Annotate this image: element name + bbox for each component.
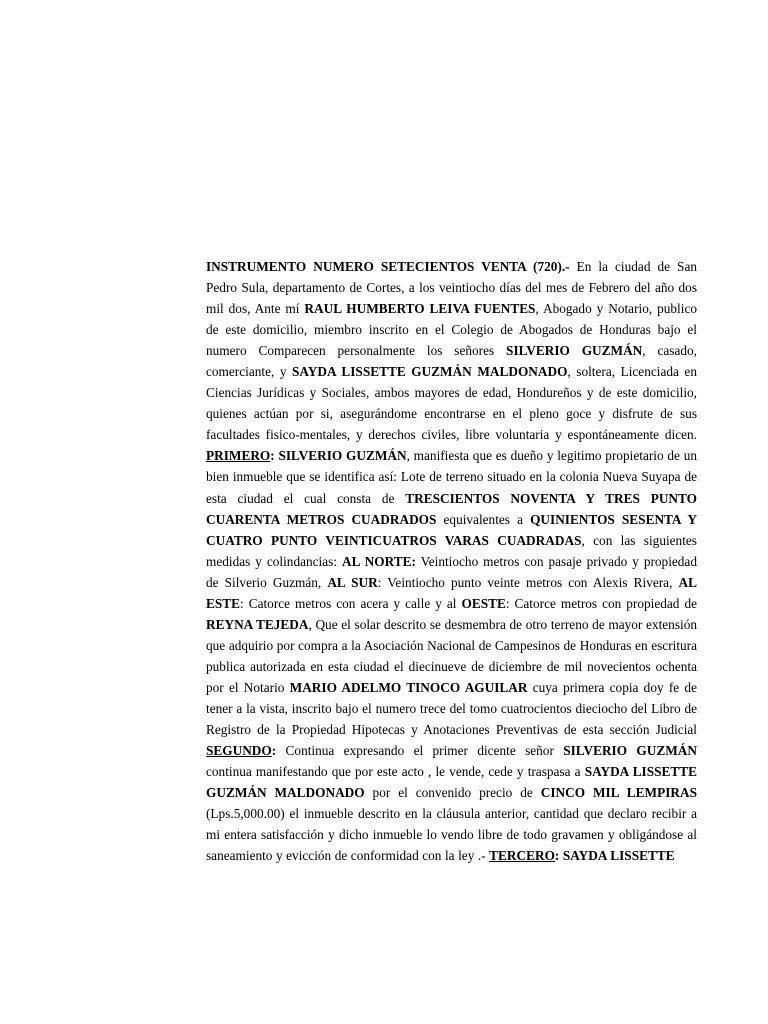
bold-text-segment: SEGUNDO [206, 743, 272, 759]
text-segment: : Veintiocho punto veinte metros con Alexis Rivera, [377, 574, 679, 590]
bold-text-segment: RAUL HUMBERTO LEIVA FUENTES [304, 301, 536, 317]
bold-text-segment: SAYDA LISSETTE [562, 848, 675, 864]
text-segment: , manifiesta que es dueño y legitimo propietario de un bien inmueble que se identifica así: Lote de terreno situado en la colonia Nueva Suyapa de esta ciudad el cual consta de [206, 448, 697, 506]
bold-text-segment: PRIMERO [206, 448, 271, 464]
bold-text-segment: AL ESTE [206, 574, 697, 611]
text-segment: Veintiocho metros con pasaje privado y propiedad de Silverio Guzmán, [206, 553, 697, 590]
text-segment: , Que el solar descrito se desmembra de otro terreno de mayor extensión que adquirio por compra a la Asociación Nacional de Campesinos de Honduras en escritura publica autorizada en esta ciudad el diecinueve de diciembre de mil novecientos ochenta por el Notario [206, 616, 697, 695]
text-segment: Continua expresando el primer dicente señor [276, 743, 564, 759]
text-segment: (Lps.5,000.00) el inmueble descrito en la cláusula anterior, cantidad que declaro recibir a mi entera satisfacción y dicho inmueble lo vendo libre de todo gravamen y obligándose al saneamiento y evicción de conformidad con la ley .- [206, 806, 697, 864]
text-segment: , Abogado y Notario, publico de este domicilio, miembro inscrito en el Colegio de Abogados de Honduras bajo el numero Comparecen personalmente los señores [206, 301, 697, 359]
text-segment: continua manifestando que por este acto , le vende, cede y traspasa a [206, 764, 585, 780]
bold-text-segment: OESTE [461, 595, 506, 611]
document-body-paragraph [206, 256, 697, 866]
bold-text-segment: : [554, 848, 560, 864]
text-segment: , soltera, Licenciada en Ciencias Jurídicas y Sociales, ambos mayores de edad, Hondureños y de este domicilio, quienes actúan por si, asegurándome encontrarse en el pleno goce y disfrute de sus facultades fisico-mentales, y derechos civiles, libre voluntaria y espontáneamente dicen. [206, 364, 697, 443]
bold-text-segment: SILVERIO GUZMÁN [506, 343, 643, 359]
bold-text-segment: INSTRUMENTO NUMERO SETECIENTOS VENTA (720).- [206, 259, 570, 274]
text-segment: , con las siguientes medidas y colindancias: [206, 532, 697, 569]
bold-text-segment: AL NORTE: [341, 553, 416, 569]
bold-text-segment: SAYDA LISSETTE GUZMÁN MALDONADO [206, 764, 698, 801]
bold-text-segment: AL SUR [327, 574, 378, 590]
text-segment: : Catorce metros con acera y calle y al [240, 595, 462, 611]
bold-text-segment: : SILVERIO GUZMÁN [270, 448, 407, 464]
bold-text-segment: QUINIENTOS SESENTA Y CUATRO PUNTO VEINTICUATROS VARAS CUADRADAS [206, 511, 697, 548]
text-segment: por el convenido precio de [364, 785, 541, 801]
bold-text-segment: MARIO ADELMO TINOCO AGUILAR [289, 679, 528, 695]
text-segment: equivalentes a [436, 511, 531, 527]
bold-text-segment: TERCERO [489, 848, 555, 864]
text-segment: En la ciudad de San Pedro Sula, departamento de Cortes, a los veintiocho días del mes de Febrero del año dos mil dos, Ante mí [206, 259, 697, 317]
text-segment: cuya primera copia doy fe de tener a la vista, inscrito bajo el numero trece del tomo cuatrocientos dieciocho del Libro de Registro de la Propiedad Hipotecas y Anotaciones Preventivas de esta sección Judicial [206, 679, 697, 738]
bold-text-segment: REYNA TEJEDA [206, 616, 309, 632]
bold-text-segment: CINCO MIL LEMPIRAS [540, 785, 697, 801]
bold-text-segment: TRESCIENTOS NOVENTA Y TRES PUNTO CUARENTA METROS CUADRADOS [206, 490, 697, 527]
text-segment: : Catorce metros con propiedad de [505, 595, 697, 611]
bold-text-segment: SILVERIO GUZMÁN [563, 743, 697, 759]
bold-text-segment: : [271, 743, 277, 759]
text-segment: , casado, comerciante, y [206, 343, 697, 380]
bold-text-segment: SAYDA LISSETTE GUZMÁN MALDONADO [292, 364, 568, 380]
